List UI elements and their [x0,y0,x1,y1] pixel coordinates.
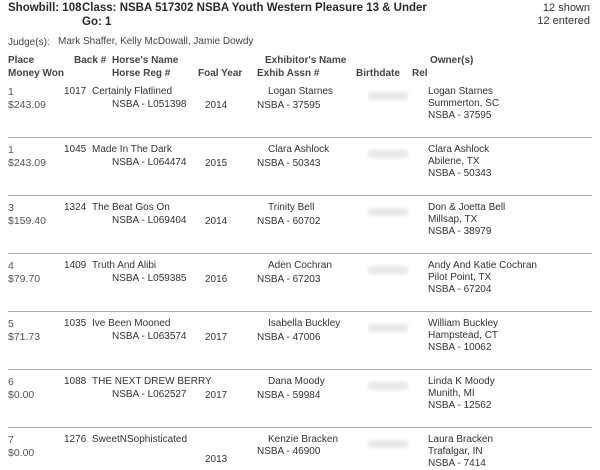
entry-money-won: $243.09 [8,99,46,111]
redacted-birthdate [368,208,408,216]
entry-owner-assn: NSBA - 37595 [428,110,492,121]
entry-place: 3 [8,202,14,214]
entry-owner-city: Abilene, TX [428,156,480,167]
entry-foal-year: 2013 [205,454,228,465]
entry-owner-name: Andy And Katie Cochran [428,260,537,271]
entry-horse-name: Made In The Dark [92,144,172,155]
entry-owner-name: Laura Bracken [428,434,494,445]
col-place: Place [8,55,35,66]
entry-place: 1 [8,86,14,98]
entry-back-number: 1324 [64,202,87,213]
entry-horse-name: Ive Been Mooned [92,318,171,329]
entry-back-number: 1017 [64,86,87,97]
class-title: Class: NSBA 517302 NSBA Youth Western Pleasure 13 & Under [82,2,427,14]
entry-place: 1 [8,144,14,156]
entry-horse-reg: NSBA - L062527 [112,389,187,400]
entry-money-won: $0.00 [8,389,35,401]
entry-exhib-assn: NSBA - 47006 [257,332,321,343]
entry-horse-reg: NSBA - L051398 [112,99,187,110]
entry-exhibitor-name: Clara Ashlock [268,144,330,155]
col-exhibitor-name: Exhibitor's Name [265,55,347,66]
row-divider [8,369,592,370]
entry-owner-city: Summerton, SC [428,98,500,109]
judges-names: Mark Shaffer, Kelly McDowall, Jamie Dowdy [58,36,254,47]
col-horse-reg: Horse Reg # [112,68,171,79]
entry-money-won: $243.09 [8,157,46,169]
entry-owner-assn: NSBA - 7414 [428,458,486,469]
entry-horse-name: SweetNSophisticated [92,434,188,445]
entry-exhibitor-name: Aden Cochran [268,260,332,271]
entry-owner-city: Hampstead, CT [428,330,499,341]
entry-exhibitor-name: Isabella Buckley [268,318,341,329]
entry-owner-assn: NSBA - 50343 [428,168,492,179]
row-divider [8,195,592,196]
entry-money-won: $79.70 [8,273,41,285]
row-divider [8,137,592,138]
entry-exhib-assn: NSBA - 60702 [257,216,321,227]
entry-horse-name: Certainly Flatlined [92,86,173,97]
entry-place: 5 [8,318,14,330]
row-divider [8,311,592,312]
entered-count: 12 entered [537,15,590,27]
judges-label: Judge(s): [8,37,50,48]
entry-foal-year: 2014 [205,100,228,111]
entry-owner-assn: NSBA - 38979 [428,226,492,237]
entry-owner-city: Trafalgar, IN [428,446,483,457]
entry-foal-year: 2017 [205,332,228,343]
entry-exhib-assn: NSBA - 37595 [257,100,321,111]
entry-back-number: 1045 [64,144,87,155]
redacted-birthdate [368,150,408,158]
entry-place: 6 [8,376,14,388]
entry-owner-assn: NSBA - 67204 [428,284,492,295]
entry-money-won: $0.00 [8,447,35,459]
entry-owner-city: Pilot Point, TX [428,272,492,283]
entry-exhibitor-name: Logan Starnes [268,86,334,97]
entry-horse-reg: NSBA - L064474 [112,157,187,168]
entry-money-won: $159.40 [8,215,46,227]
entry-owner-city: Millsap, TX [428,214,478,225]
entry-exhib-assn: NSBA - 50343 [257,158,321,169]
shown-count: 12 shown [542,2,590,14]
redacted-birthdate [368,382,408,390]
redacted-birthdate [368,440,408,448]
col-rel: Rel [412,68,428,79]
entry-horse-reg: NSBA - L069404 [112,215,187,226]
entry-exhibitor-name: Trinity Bell [268,202,315,213]
entry-horse-reg: NSBA - L059385 [112,273,187,284]
col-foal-year: Foal Year [198,68,243,79]
entry-foal-year: 2015 [205,158,228,169]
entry-place: 7 [8,434,14,446]
col-horse-name: Horse's Name [112,55,179,66]
entry-back-number: 1035 [64,318,87,329]
entry-exhibitor-name: Dana Moody [268,376,325,387]
redacted-birthdate [368,266,408,274]
entry-exhib-assn: NSBA - 59984 [257,390,321,401]
col-birthdate: Birthdate [356,68,400,79]
row-divider [8,253,592,254]
entry-horse-name: Truth And Alibi [92,260,157,271]
entry-foal-year: 2016 [205,274,228,285]
entry-owner-city: Munith, MI [428,388,475,399]
entry-exhib-assn: NSBA - 67203 [257,274,321,285]
entry-back-number: 1276 [64,434,87,445]
entry-owner-assn: NSBA - 12562 [428,400,492,411]
showbill-label: Showbill: 108 [8,2,82,14]
entry-owner-name: Don & Joetta Bell [428,202,506,213]
entry-foal-year: 2014 [205,216,228,227]
entry-back-number: 1088 [64,376,87,387]
entry-horse-name: THE NEXT DREW BERRY [92,376,212,387]
entry-horse-reg: NSBA - L063574 [112,331,187,342]
entry-foal-year: 2017 [205,390,228,401]
entry-owner-assn: NSBA - 10062 [428,342,492,353]
col-owners: Owner(s) [430,55,474,66]
entry-back-number: 1409 [64,260,87,271]
entry-exhibitor-name: Kenzie Bracken [268,434,339,445]
entry-owner-name: Clara Ashlock [428,144,490,155]
redacted-birthdate [368,92,408,100]
go-label: Go: 1 [82,16,112,28]
entry-exhib-assn: NSBA - 46900 [257,446,321,457]
col-exhib-assn: Exhib Assn # [257,68,320,79]
col-money-won: Money Won [8,68,64,79]
row-divider [8,427,592,428]
entry-owner-name: William Buckley [428,318,499,329]
entry-place: 4 [8,260,14,272]
entry-owner-name: Linda K Moody [428,376,495,387]
entry-horse-name: The Beat Gos On [92,202,170,213]
col-back-number: Back # [74,55,107,66]
redacted-birthdate [368,324,408,332]
entry-money-won: $71.73 [8,331,41,343]
entry-owner-name: Logan Starnes [428,86,494,97]
